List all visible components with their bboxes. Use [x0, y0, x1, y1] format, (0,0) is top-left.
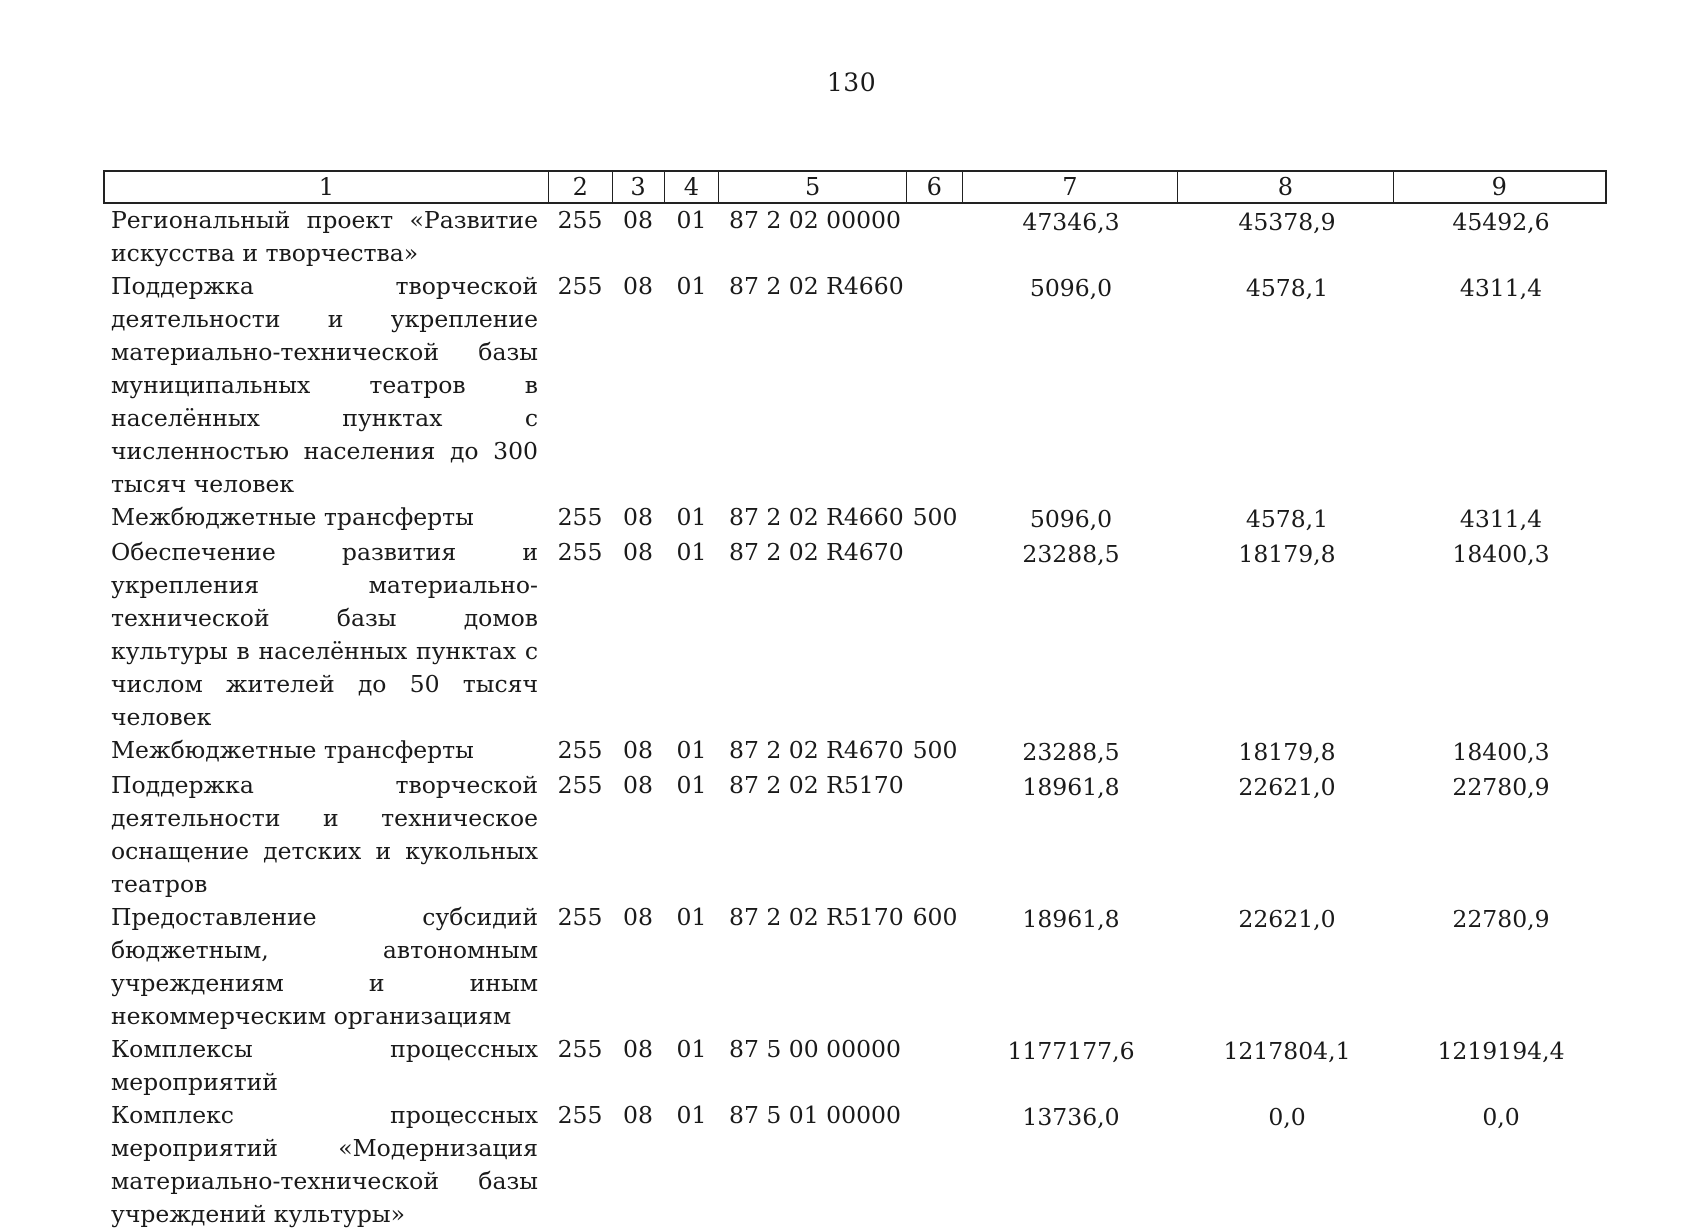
row-expense-type [907, 536, 963, 734]
row-name: Обеспечение развития и укрепления материально-технической базы домов культуры в населённых пунктах с числом жителей до 50 тысяч человек [111, 538, 538, 731]
header-col-3: 3 [613, 172, 665, 202]
row-subsection-code: 01 [676, 1035, 707, 1063]
table-row [103, 536, 1607, 734]
row-section-code: 08 [623, 503, 653, 531]
table-header-row [103, 170, 1607, 204]
page-number: 130 [826, 68, 877, 97]
table-row [103, 501, 1607, 536]
row-expense-type [907, 1033, 963, 1099]
row-value-col9: 4311,4 [1459, 505, 1543, 533]
row-expense-type [907, 769, 963, 901]
row-value-col7: 18961,8 [1022, 905, 1120, 933]
row-section-code: 08 [623, 1035, 653, 1063]
row-value-col8: 18179,8 [1238, 540, 1336, 568]
row-name: Поддержка творческой деятельности и техническое оснащение детских и кукольных театров [111, 771, 538, 898]
table-row [103, 1099, 1607, 1231]
row-value-col9: 22780,9 [1452, 773, 1550, 801]
row-name: Региональный проект «Развитие искусства и творчества» [111, 206, 538, 267]
row-value-col7: 23288,5 [1022, 540, 1120, 568]
row-value-col8: 0,0 [1268, 1103, 1306, 1131]
row-expense-type [907, 204, 963, 270]
row-value-col8: 45378,9 [1238, 208, 1336, 236]
row-value-col7: 5096,0 [1029, 505, 1113, 533]
row-value-col9: 4311,4 [1459, 274, 1543, 302]
row-subsection-code: 01 [676, 771, 707, 799]
row-value-col9: 18400,3 [1452, 738, 1550, 766]
row-subsection-code: 01 [676, 272, 707, 300]
row-target-code: 87 2 02 R5170 [729, 771, 904, 799]
row-value-col7: 13736,0 [1022, 1103, 1120, 1131]
row-subsection-code: 01 [676, 538, 707, 566]
row-value-col8: 4578,1 [1245, 274, 1329, 302]
table-row [103, 270, 1607, 501]
row-value-col7: 5096,0 [1029, 274, 1113, 302]
row-name: Межбюджетные трансферты [111, 503, 474, 531]
header-col-1: 1 [105, 172, 549, 202]
row-value-col9: 45492,6 [1452, 208, 1550, 236]
row-section-code: 08 [623, 736, 653, 764]
header-col-6: 6 [907, 172, 963, 202]
row-value-col8: 1217804,1 [1223, 1037, 1351, 1065]
row-ministry-code: 255 [557, 771, 603, 799]
row-value-col9: 0,0 [1482, 1103, 1520, 1131]
row-value-col9: 1219194,4 [1437, 1037, 1565, 1065]
row-expense-type: 600 [912, 903, 958, 931]
row-value-col7: 1177177,6 [1007, 1037, 1135, 1065]
row-value-col8: 18179,8 [1238, 738, 1336, 766]
row-target-code: 87 5 01 00000 [729, 1101, 901, 1129]
row-section-code: 08 [623, 771, 653, 799]
row-section-code: 08 [623, 206, 653, 234]
header-col-4: 4 [665, 172, 720, 202]
row-subsection-code: 01 [676, 1101, 707, 1129]
row-target-code: 87 2 02 00000 [729, 206, 901, 234]
row-ministry-code: 255 [557, 736, 603, 764]
row-ministry-code: 255 [557, 272, 603, 300]
row-target-code: 87 5 00 00000 [729, 1035, 901, 1063]
row-target-code: 87 2 02 R4670 [729, 538, 904, 566]
table-row [103, 1033, 1607, 1099]
row-ministry-code: 255 [557, 206, 603, 234]
row-subsection-code: 01 [676, 903, 707, 931]
row-ministry-code: 255 [557, 503, 603, 531]
row-name: Предоставление субсидий бюджетным, автономным учреждениям и иным некоммерческим организациям [111, 903, 538, 1030]
row-name: Межбюджетные трансферты [111, 736, 474, 764]
row-subsection-code: 01 [676, 736, 707, 764]
header-col-5: 5 [719, 172, 907, 202]
row-target-code: 87 2 02 R4670 [729, 736, 904, 764]
row-value-col7: 23288,5 [1022, 738, 1120, 766]
row-expense-type: 500 [912, 736, 958, 764]
row-value-col8: 22621,0 [1238, 905, 1336, 933]
row-subsection-code: 01 [676, 503, 707, 531]
table-row [103, 734, 1607, 769]
row-value-col8: 4578,1 [1245, 505, 1329, 533]
header-col-8: 8 [1178, 172, 1393, 202]
row-ministry-code: 255 [557, 903, 603, 931]
row-target-code: 87 2 02 R4660 [729, 503, 904, 531]
row-ministry-code: 255 [557, 1035, 603, 1063]
row-subsection-code: 01 [676, 206, 707, 234]
budget-table [103, 170, 1607, 1231]
header-col-7: 7 [963, 172, 1178, 202]
row-expense-type: 500 [912, 503, 958, 531]
row-value-col8: 22621,0 [1238, 773, 1336, 801]
row-name: Поддержка творческой деятельности и укрепление материально-технической базы муниципальных театров в населённых пунктах с численностью населения до 300 тысяч человек [111, 272, 538, 498]
row-target-code: 87 2 02 R5170 [729, 903, 904, 931]
row-section-code: 08 [623, 903, 653, 931]
row-expense-type [907, 270, 963, 501]
row-expense-type [907, 1099, 963, 1231]
row-value-col9: 22780,9 [1452, 905, 1550, 933]
row-section-code: 08 [623, 272, 653, 300]
row-value-col9: 18400,3 [1452, 540, 1550, 568]
row-ministry-code: 255 [557, 538, 603, 566]
row-value-col7: 18961,8 [1022, 773, 1120, 801]
row-name: Комплекс процессных мероприятий «Модернизация материально-технической базы учреждений культуры» [111, 1101, 538, 1228]
row-section-code: 08 [623, 538, 653, 566]
header-col-2: 2 [549, 172, 613, 202]
header-col-9: 9 [1491, 173, 1507, 201]
row-section-code: 08 [623, 1101, 653, 1129]
table-row [103, 769, 1607, 901]
table-row [103, 901, 1607, 1033]
row-target-code: 87 2 02 R4660 [729, 272, 904, 300]
row-value-col7: 47346,3 [1022, 208, 1120, 236]
row-name: Комплексы процессных мероприятий [111, 1035, 538, 1096]
table-row [103, 204, 1607, 270]
row-ministry-code: 255 [557, 1101, 603, 1129]
